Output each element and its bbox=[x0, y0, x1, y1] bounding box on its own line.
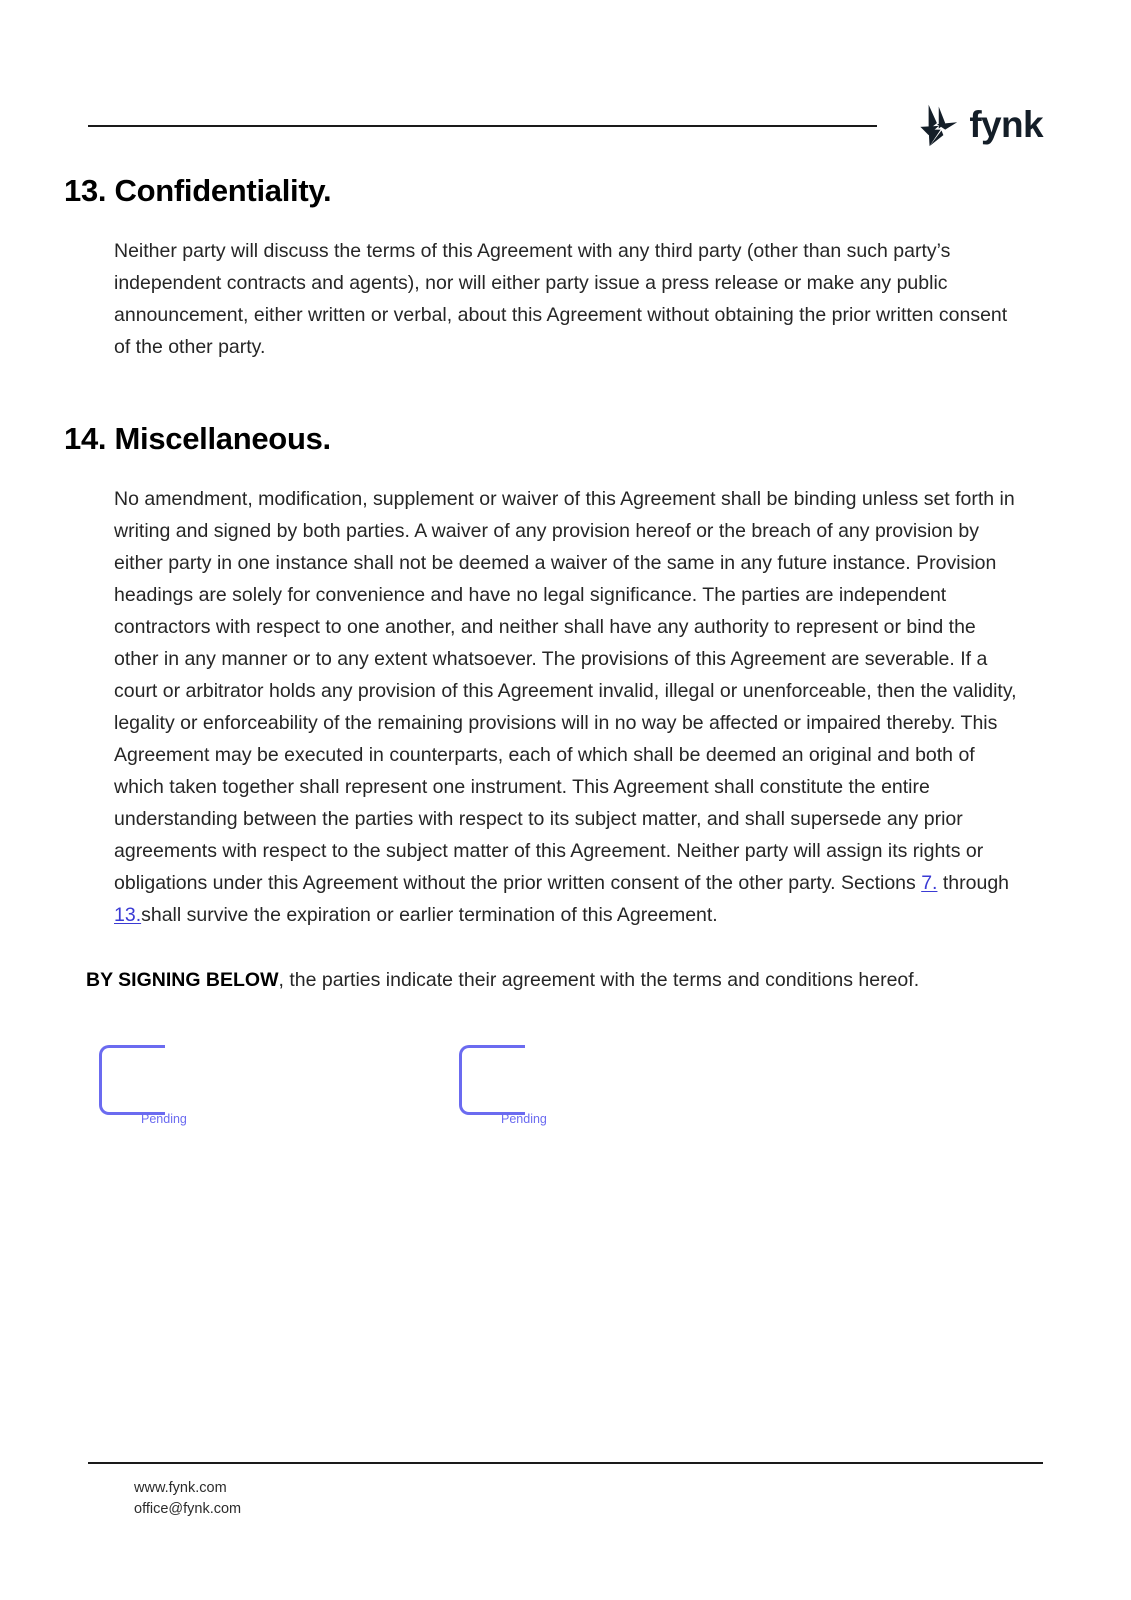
section-14-heading-wrap bbox=[64, 420, 1024, 457]
section-heading-13: 13. Confidentiality. bbox=[64, 173, 332, 208]
document-body bbox=[64, 172, 1024, 995]
footer-contact bbox=[88, 1478, 1043, 1520]
footer-email[interactable]: office@fynk.com bbox=[134, 1501, 242, 1517]
section-body-14-part-1: No amendment, modification, supplement or waiver of this Agreement shall be binding unless set forth in writing and signed by both parties. A waiver of any provision hereof or the breach of any provision by either party in one instance shall not be deemed a waiver of the same in any future instance. Provision headings are solely for convenience and have no legal significance. The parties are independent contractors with respect to one another, and neither shall have any authority to represent or bind the other in any manner or to any extent whatsoever. The provisions of this Agreement are severable. If a court or arbitrator holds any provision of this Agreement invalid, illegal or unenforceable, then the validity, legality or enforceability of the remaining provisions will in no way be affected or impaired thereby. This Agreement may be executed in counterparts, each of which shall be deemed an original and both of which taken together shall represent one instrument. This Agreement shall constitute the entire understanding between the parties with respect to its subject matter, and shall supersede any prior agreements with respect to the subject matter of this Agreement. Neither party will assign its rights or obligations under this Agreement without the prior written consent of the other party. Sections bbox=[114, 488, 1017, 895]
signature-status-badge-2: Pending bbox=[501, 1112, 547, 1126]
section-body-14-part-2: through bbox=[937, 872, 1010, 895]
footer-divider bbox=[88, 1462, 1043, 1464]
signature-bracket-icon bbox=[99, 1045, 165, 1115]
signing-notice bbox=[64, 965, 1024, 995]
signature-field-1[interactable] bbox=[99, 1045, 187, 1126]
section-link-13[interactable]: 13. bbox=[114, 904, 142, 927]
page-header bbox=[88, 96, 1043, 160]
signing-notice-lead: BY SIGNING BELOW bbox=[86, 969, 279, 992]
brand-name: fynk bbox=[969, 103, 1043, 145]
section-body-14-part-3: shall survive the expiration or earlier termination of this Agreement. bbox=[141, 904, 718, 927]
footer-website[interactable]: www.fynk.com bbox=[134, 1480, 227, 1496]
section-body-14 bbox=[64, 483, 1024, 931]
signature-status-badge-1: Pending bbox=[141, 1112, 187, 1126]
signature-field-2[interactable] bbox=[459, 1045, 547, 1126]
header-divider bbox=[88, 125, 877, 127]
origami-bird-logo-icon bbox=[913, 102, 959, 148]
section-link-7[interactable]: 7. bbox=[921, 872, 938, 895]
section-heading-14: 14. Miscellaneous. bbox=[64, 421, 331, 457]
signing-notice-rest: , the parties indicate their agreement with the terms and conditions hereof. bbox=[278, 969, 920, 992]
section-body-13: Neither party will discuss the terms of this Agreement with any third party (other than such party’s independent contracts and agents), nor will either party issue a press release or make any public announcement, either written or verbal, about this Agreement without obtaining the prior written consent of the other party. bbox=[114, 240, 1008, 359]
brand-logo bbox=[913, 96, 1043, 154]
signature-bracket-icon bbox=[459, 1045, 525, 1115]
signature-area bbox=[0, 1045, 1131, 1155]
page-footer bbox=[88, 1462, 1043, 1520]
